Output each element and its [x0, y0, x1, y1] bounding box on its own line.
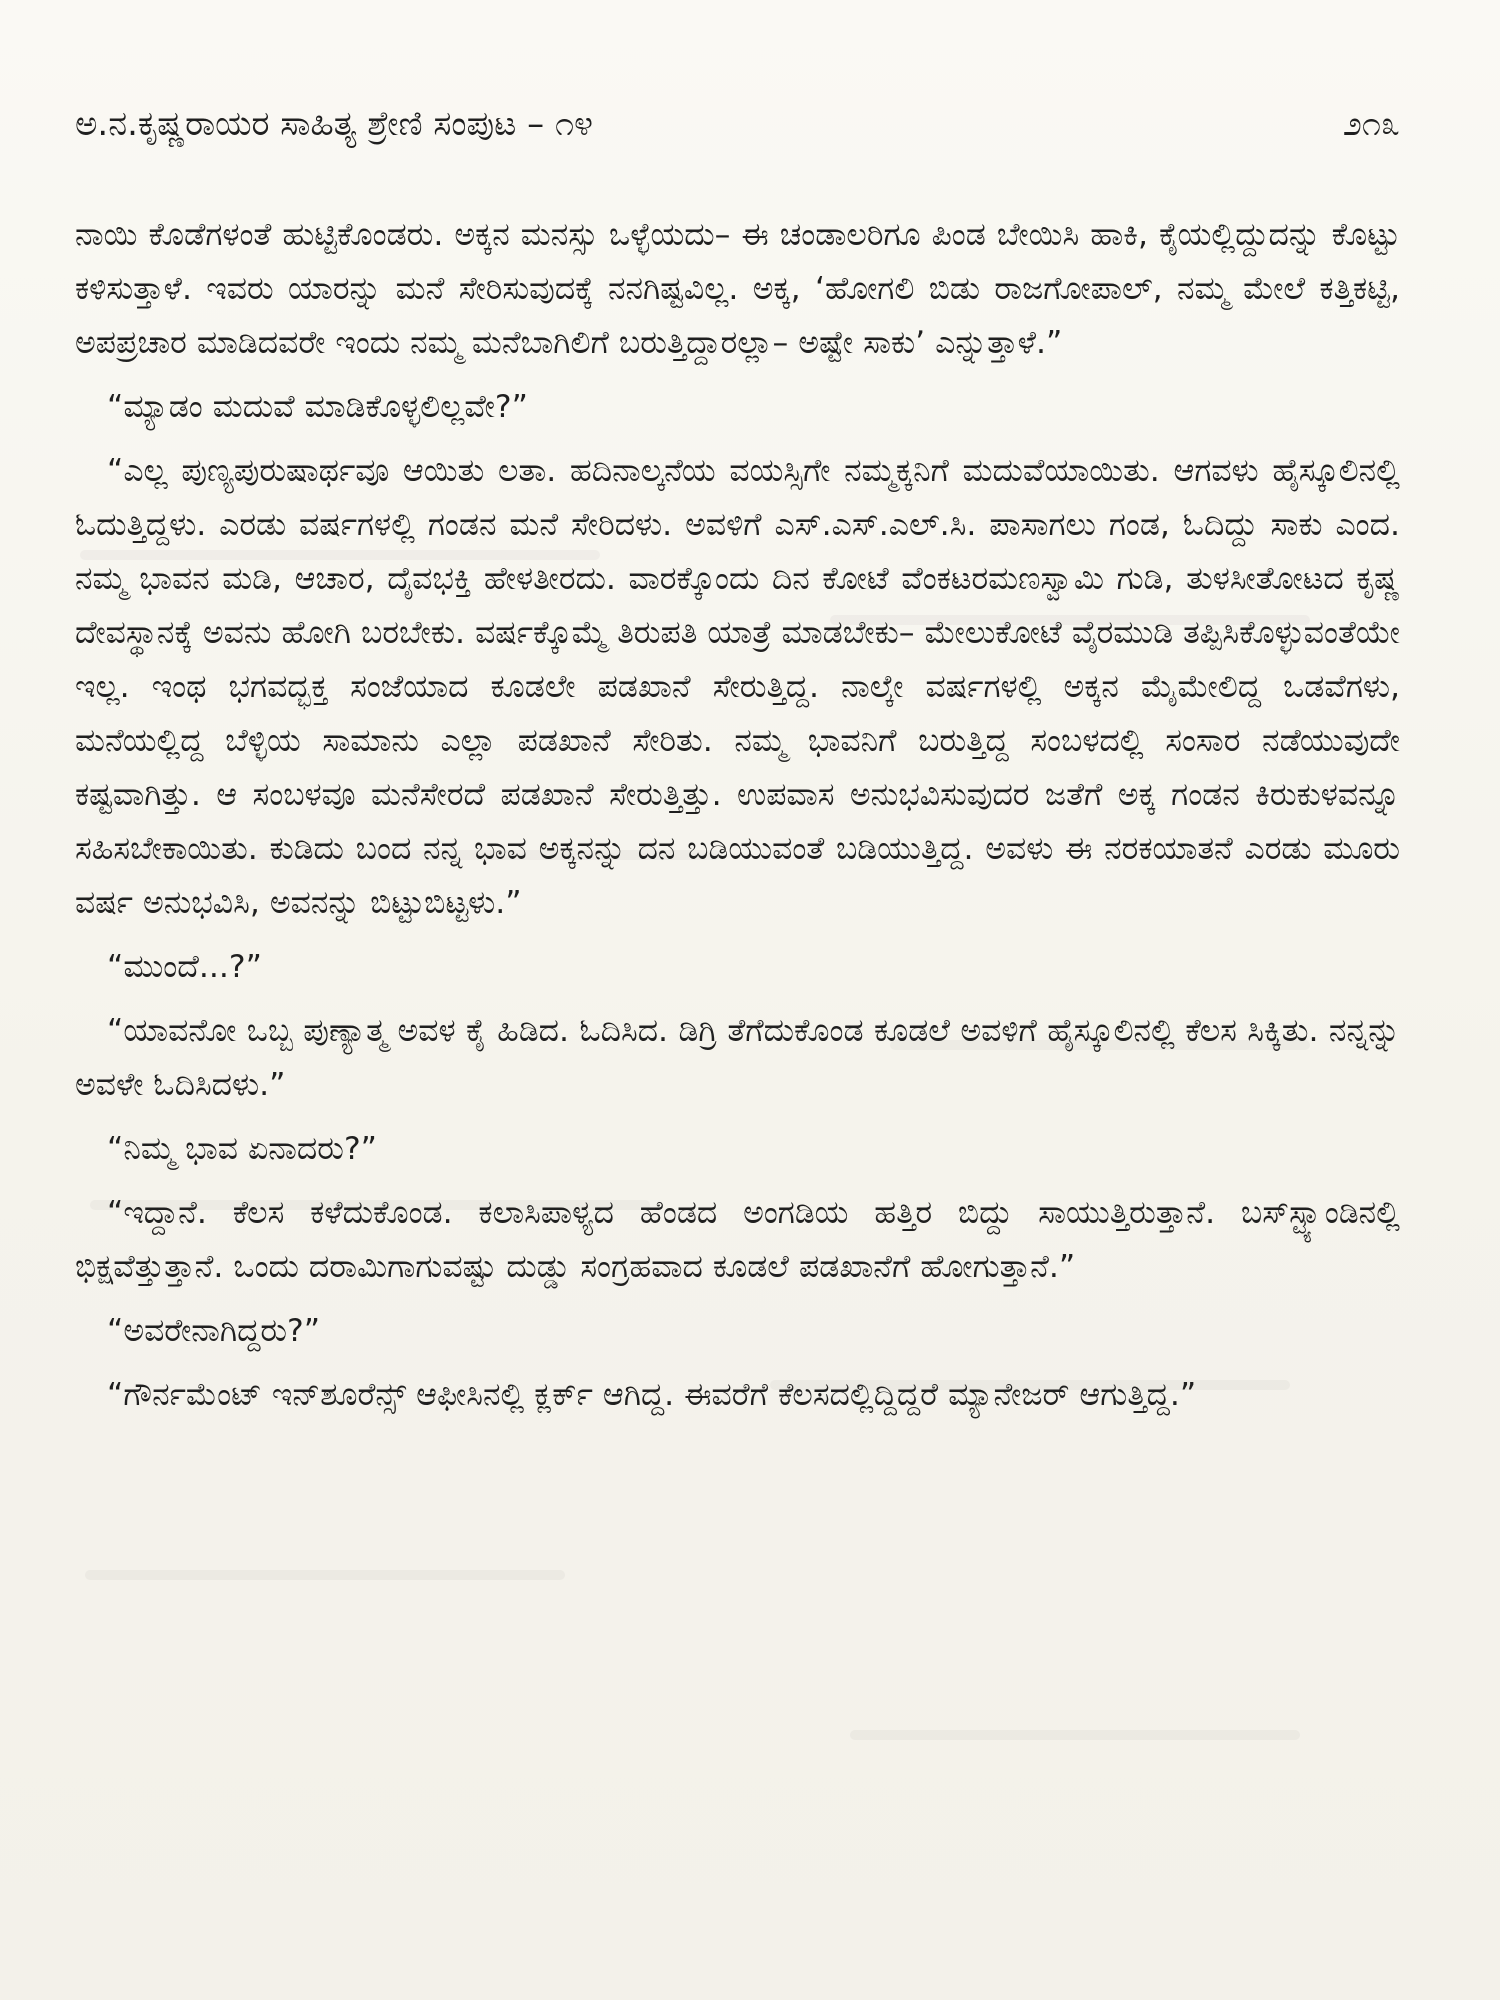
dialogue-question-next: “ಮುಂದೆ...?”	[107, 949, 262, 985]
dialogue-answer-occupation: “ಗೌರ್ನಮೆಂಟ್ ಇನ್‌ಶೂರೆನ್ಸ್ ಆಫೀಸಿನಲ್ಲಿ ಕ್ಲರ್ಕ್ ಆಗಿದ್ದ. ಈವರೆಗೆ ಕೆಲಸದಲ್ಲಿದ್ದಿದ್ದರೆ ಮ್ಯಾನೇಜರ್ ಆಗುತ್ತಿದ್ದ.”	[107, 1377, 1197, 1413]
dialogue-question-brother-in-law: “ನಿಮ್ಮ ಭಾವ ಏನಾದರು?”	[107, 1131, 377, 1167]
book-title: ಅ.ನ.ಕೃಷ್ಣರಾಯರ ಸಾಹಿತ್ಯ ಶ್ರೇಣಿ ಸಂಪುಟ – ೧೪	[75, 104, 594, 144]
paragraph-continuation: ನಾಯಿ ಕೊಡೆಗಳಂತೆ ಹುಟ್ಟಿಕೊಂಡರು. ಅಕ್ಕನ ಮನಸ್ಸು ಒಳ್ಳೆಯದು– ಈ ಚಂಡಾಲರಿಗೂ ಪಿಂಡ ಬೇಯಿಸಿ ಹಾಕಿ, ಕೈಯಲ್ಲಿದ್ದುದನ್ನು ಕೊಟ್ಟು ಕಳಿಸುತ್ತಾಳೆ. ಇವರು ಯಾರನ್ನು ಮನೆ ಸೇರಿಸುವುದಕ್ಕೆ ನನಗಿಷ್ಟವಿಲ್ಲ. ಅಕ್ಕ, ‘ಹೋಗಲಿ ಬಿಡು ರಾಜಗೋಪಾಲ್, ನಮ್ಮ ಮೇಲೆ ಕತ್ತಿಕಟ್ಟಿ, ಅಪಪ್ರಚಾರ ಮಾಡಿದವರೇ ಇಂದು ನಮ್ಮ ಮನೆಬಾಗಿಲಿಗೆ ಬರುತ್ತಿದ್ದಾರಲ್ಲಾ– ಅಷ್ಟೇ ಸಾಕು’ ಎನ್ನುತ್ತಾಳೆ.”	[75, 217, 1400, 361]
body-text	[75, 208, 1400, 1432]
dialogue-question-occupation: “ಅವರೇನಾಗಿದ್ದರು?”	[107, 1313, 321, 1349]
dialogue-answer-brother-in-law: “ಇದ್ದಾನೆ. ಕೆಲಸ ಕಳೆದುಕೊಂಡ. ಕಲಾಸಿಪಾಳ್ಯದ ಹೆಂಡದ ಅಂಗಡಿಯ ಹತ್ತಿರ ಬಿದ್ದು ಸಾಯುತ್ತಿರುತ್ತಾನೆ. ಬಸ್‌ಸ್ಟ್ಯಾಂಡಿನಲ್ಲಿ ಭಿಕ್ಷವೆತ್ತುತ್ತಾನೆ. ಒಂದು ದರಾಮಿಗಾಗುವಷ್ಟು ದುಡ್ಡು ಸಂಗ್ರಹವಾದ ಕೂಡಲೆ ಪಡಖಾನೆಗೆ ಹೋಗುತ್ತಾನೆ.”	[75, 1195, 1400, 1285]
dialogue-question-marriage: “ಮ್ಯಾಡಂ ಮದುವೆ ಮಾಡಿಕೊಳ್ಳಲಿಲ್ಲವೇ?”	[107, 389, 528, 425]
dialogue-sister-story: “ಎಲ್ಲ ಪುಣ್ಯಪುರುಷಾರ್ಥವೂ ಆಯಿತು ಲತಾ. ಹದಿನಾಲ್ಕನೆಯ ವಯಸ್ಸಿಗೇ ನಮ್ಮಕ್ಕನಿಗೆ ಮದುವೆಯಾಯಿತು. ಆಗವಳು ಹೈಸ್ಕೂಲಿನಲ್ಲಿ ಓದುತ್ತಿದ್ದಳು. ಎರಡು ವರ್ಷಗಳಲ್ಲಿ ಗಂಡನ ಮನೆ ಸೇರಿದಳು. ಅವಳಿಗೆ ಎಸ್.ಎಸ್.ಎಲ್.ಸಿ. ಪಾಸಾಗಲು ಗಂಡ, ಓದಿದ್ದು ಸಾಕು ಎಂದ. ನಮ್ಮ ಭಾವನ ಮಡಿ, ಆಚಾರ, ದೈವಭಕ್ತಿ ಹೇಳತೀರದು. ವಾರಕ್ಕೊಂದು ದಿನ ಕೋಟೆ ವೆಂಕಟರಮಣಸ್ವಾಮಿ ಗುಡಿ, ತುಳಸೀತೋಟದ ಕೃಷ್ಣ ದೇವಸ್ಥಾನಕ್ಕೆ ಅವನು ಹೋಗಿ ಬರಬೇಕು. ವರ್ಷಕ್ಕೊಮ್ಮೆ ತಿರುಪತಿ ಯಾತ್ರೆ ಮಾಡಬೇಕು– ಮೇಲುಕೋಟೆ ವೈರಮುಡಿ ತಪ್ಪಿಸಿಕೊಳ್ಳುವಂತೆಯೇ ಇಲ್ಲ. ಇಂಥ ಭಗವದ್ಭಕ್ತ ಸಂಜೆಯಾದ ಕೂಡಲೇ ಪಡಖಾನೆ ಸೇರುತ್ತಿದ್ದ. ನಾಲ್ಕೇ ವರ್ಷಗಳಲ್ಲಿ ಅಕ್ಕನ ಮೈಮೇಲಿದ್ದ ಒಡವೆಗಳು, ಮನೆಯಲ್ಲಿದ್ದ ಬೆಳ್ಳಿಯ ಸಾಮಾನು ಎಲ್ಲಾ ಪಡಖಾನೆ ಸೇರಿತು. ನಮ್ಮ ಭಾವನಿಗೆ ಬರುತ್ತಿದ್ದ ಸಂಬಳದಲ್ಲಿ ಸಂಸಾರ ನಡೆಯುವುದೇ ಕಷ್ಟವಾಗಿತ್ತು. ಆ ಸಂಬಳವೂ ಮನೆಸೇರದೆ ಪಡಖಾನೆ ಸೇರುತ್ತಿತ್ತು. ಉಪವಾಸ ಅನುಭವಿಸುವುದರ ಜತೆಗೆ ಅಕ್ಕ ಗಂಡನ ಕಿರುಕುಳವನ್ನೂ ಸಹಿಸಬೇಕಾಯಿತು. ಕುಡಿದು ಬಂದ ನನ್ನ ಭಾವ ಅಕ್ಕನನ್ನು ದನ ಬಡಿಯುವಂತೆ ಬಡಿಯುತ್ತಿದ್ದ. ಅವಳು ಈ ನರಕಯಾತನೆ ಎರಡು ಮೂರು ವರ್ಷ ಅನುಭವಿಸಿ, ಅವನನ್ನು ಬಿಟ್ಟುಬಿಟ್ಟಳು.”	[75, 453, 1400, 921]
page-number: ೨೧೩	[1342, 104, 1400, 144]
dialogue-answer-benefactor: “ಯಾವನೋ ಒಬ್ಬ ಪುಣ್ಯಾತ್ಮ ಅವಳ ಕೈ ಹಿಡಿದ. ಓದಿಸಿದ. ಡಿಗ್ರಿ ತೆಗೆದುಕೊಂಡ ಕೂಡಲೆ ಅವಳಿಗೆ ಹೈಸ್ಕೂಲಿನಲ್ಲಿ ಕೆಲಸ ಸಿಕ್ಕಿತು. ನನ್ನನ್ನು ಅವಳೇ ಓದಿಸಿದಳು.”	[75, 1013, 1400, 1103]
running-header	[75, 94, 1400, 154]
